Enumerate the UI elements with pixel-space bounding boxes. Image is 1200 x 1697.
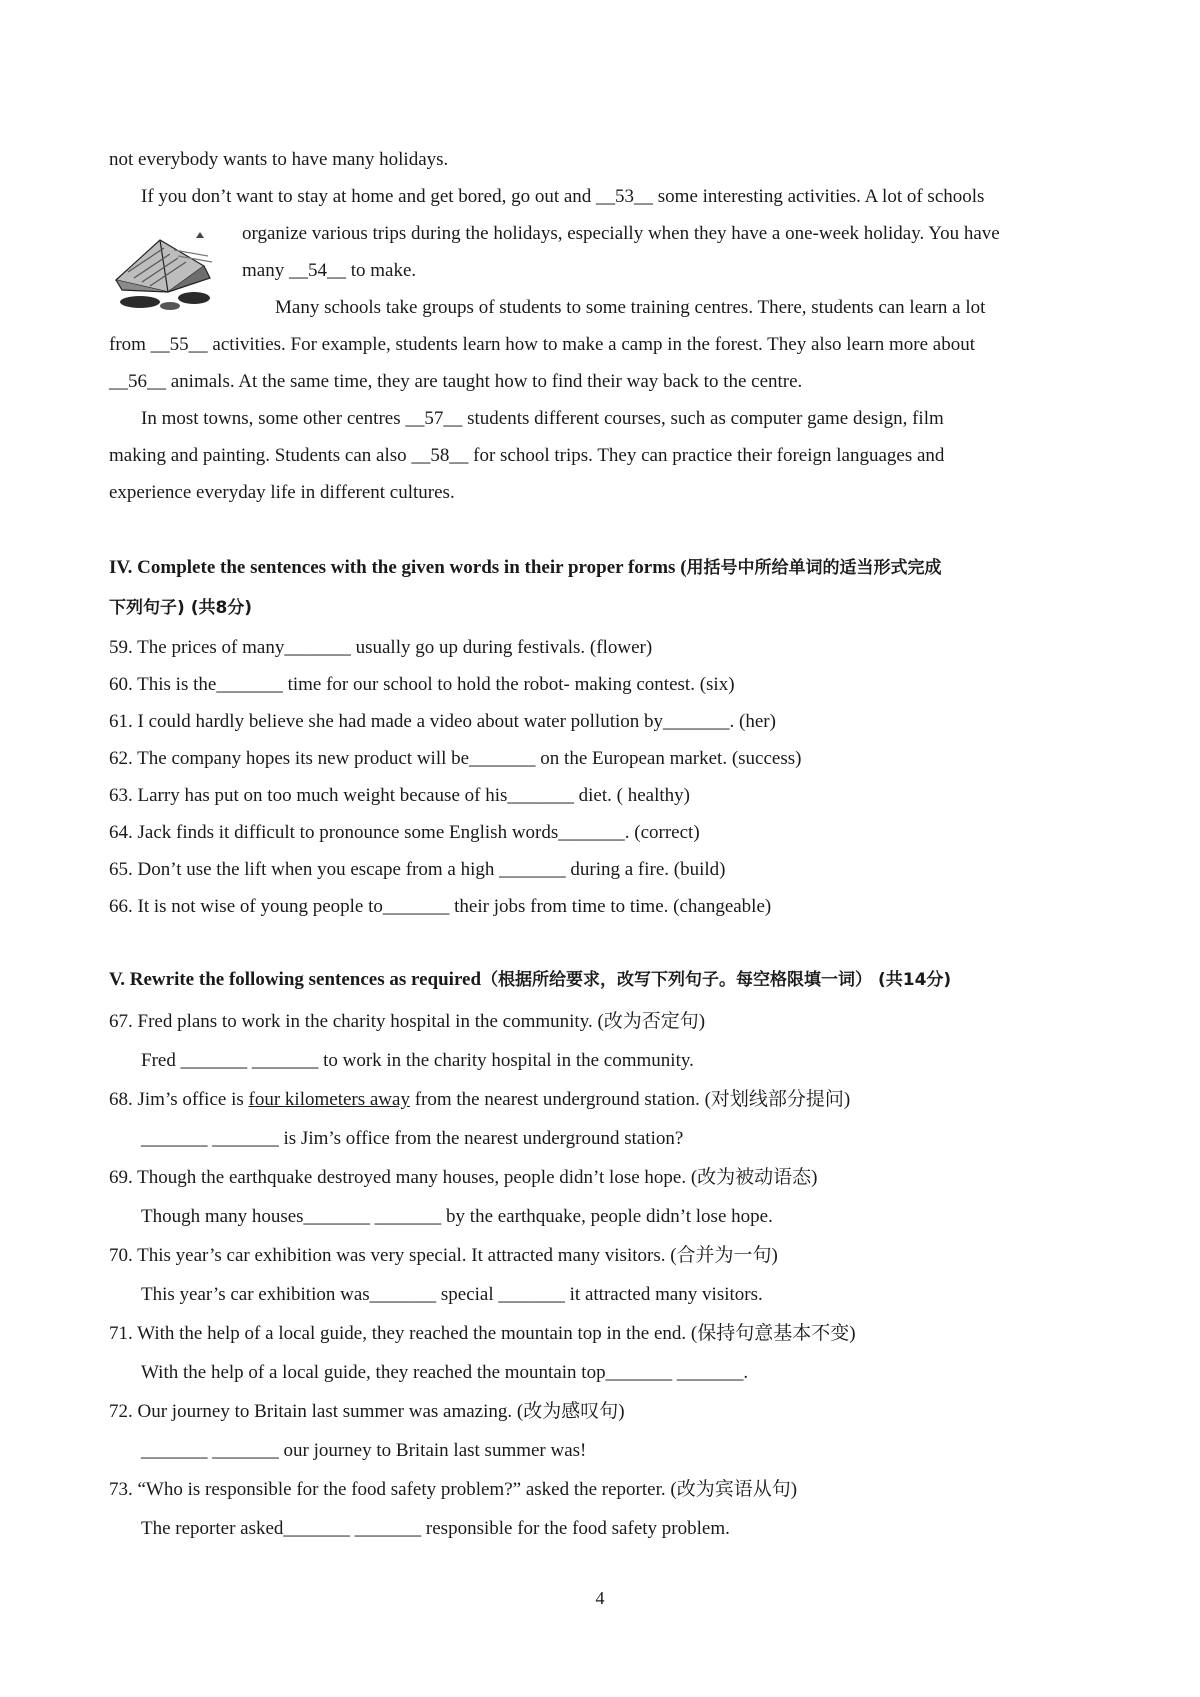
passage-line: many __54__ to make.	[242, 260, 417, 281]
passage-line: In most towns, some other centres __57__ students different courses, such as computer game design, film	[141, 408, 944, 429]
passage-line: experience everyday life in different cultures.	[109, 482, 455, 503]
passage-line: organize various trips during the holidays, especially when they have a one-week holiday. You have	[242, 223, 1000, 244]
answer-72: _______ _______ our journey to Britain last summer was!	[141, 1440, 587, 1461]
passage-line: not everybody wants to have many holidays.	[109, 149, 449, 170]
exercise-item: 64. Jack finds it difficult to pronounce some English words_______. (correct)	[109, 822, 700, 843]
camping-tent-illustration	[108, 228, 226, 312]
passage-line: If you don’t want to stay at home and get bored, go out and __53__ some interesting activities. A lot of schools	[141, 186, 985, 207]
section-4-heading-line2: 下列句子) (共8分)	[109, 598, 253, 618]
page-number: 4	[595, 1588, 605, 1608]
question-72: 72. Our journey to Britain last summer was amazing. (改为感叹句)	[109, 1401, 625, 1422]
question-71: 71. With the help of a local guide, they reached the mountain top in the end. (保持句意基本不变)	[109, 1323, 856, 1344]
passage-line: __56__ animals. At the same time, they are taught how to find their way back to the centre.	[109, 371, 803, 392]
question-73: 73. “Who is responsible for the food safety problem?” asked the reporter. (改为宾语从句)	[109, 1479, 798, 1500]
exercise-item: 60. This is the_______ time for our school to hold the robot- making contest. (six)	[109, 674, 735, 695]
passage-line: from __55__ activities. For example, students learn how to make a camp in the forest. They also learn more about	[109, 334, 976, 355]
question-67: 67. Fred plans to work in the charity hospital in the community. (改为否定句)	[109, 1011, 706, 1032]
answer-71: With the help of a local guide, they reached the mountain top_______ _______.	[141, 1362, 749, 1383]
exercise-item: 59. The prices of many_______ usually go up during festivals. (flower)	[109, 637, 653, 658]
answer-70: This year’s car exhibition was_______ special _______ it attracted many visitors.	[141, 1284, 763, 1305]
exercise-item: 62. The company hopes its new product will be_______ on the European market. (success)	[109, 748, 802, 769]
question-70: 70. This year’s car exhibition was very special. It attracted many visitors. (合并为一句)	[109, 1245, 778, 1266]
exercise-item: 61. I could hardly believe she had made a video about water pollution by_______. (her)	[109, 711, 776, 732]
exercise-item: 65. Don’t use the lift when you escape from a high _______ during a fire. (build)	[109, 859, 726, 880]
question-69: 69. Though the earthquake destroyed many houses, people didn’t lose hope. (改为被动语态)	[109, 1167, 818, 1188]
exercise-item: 66. It is not wise of young people to_______ their jobs from time to time. (changeable)	[109, 896, 772, 917]
answer-69: Though many houses_______ _______ by the earthquake, people didn’t lose hope.	[141, 1206, 773, 1227]
answer-73: The reporter asked_______ _______ responsible for the food safety problem.	[141, 1518, 730, 1539]
passage-line: Many schools take groups of students to some training centres. There, students can learn a lot	[275, 297, 986, 318]
exercise-item: 63. Larry has put on too much weight because of his_______ diet. ( healthy)	[109, 785, 690, 806]
question-68: 68. Jim’s office is four kilometers away from the nearest underground station. (对划线部分提问)	[109, 1089, 851, 1110]
underlined-phrase: four kilometers away	[248, 1089, 410, 1110]
section-5-heading: V. Rewrite the following sentences as required（根据所给要求，改写下列句子。每空格限填一词） (共14分)	[109, 969, 952, 990]
section-4-heading: IV. Complete the sentences with the given words in their proper forms (用括号中所给单词的适当形式完成	[109, 557, 942, 578]
answer-68: _______ _______ is Jim’s office from the nearest underground station?	[141, 1128, 684, 1149]
answer-67: Fred _______ _______ to work in the charity hospital in the community.	[141, 1050, 694, 1071]
passage-line: making and painting. Students can also __58__ for school trips. They can practice their foreign languages and	[109, 445, 945, 466]
